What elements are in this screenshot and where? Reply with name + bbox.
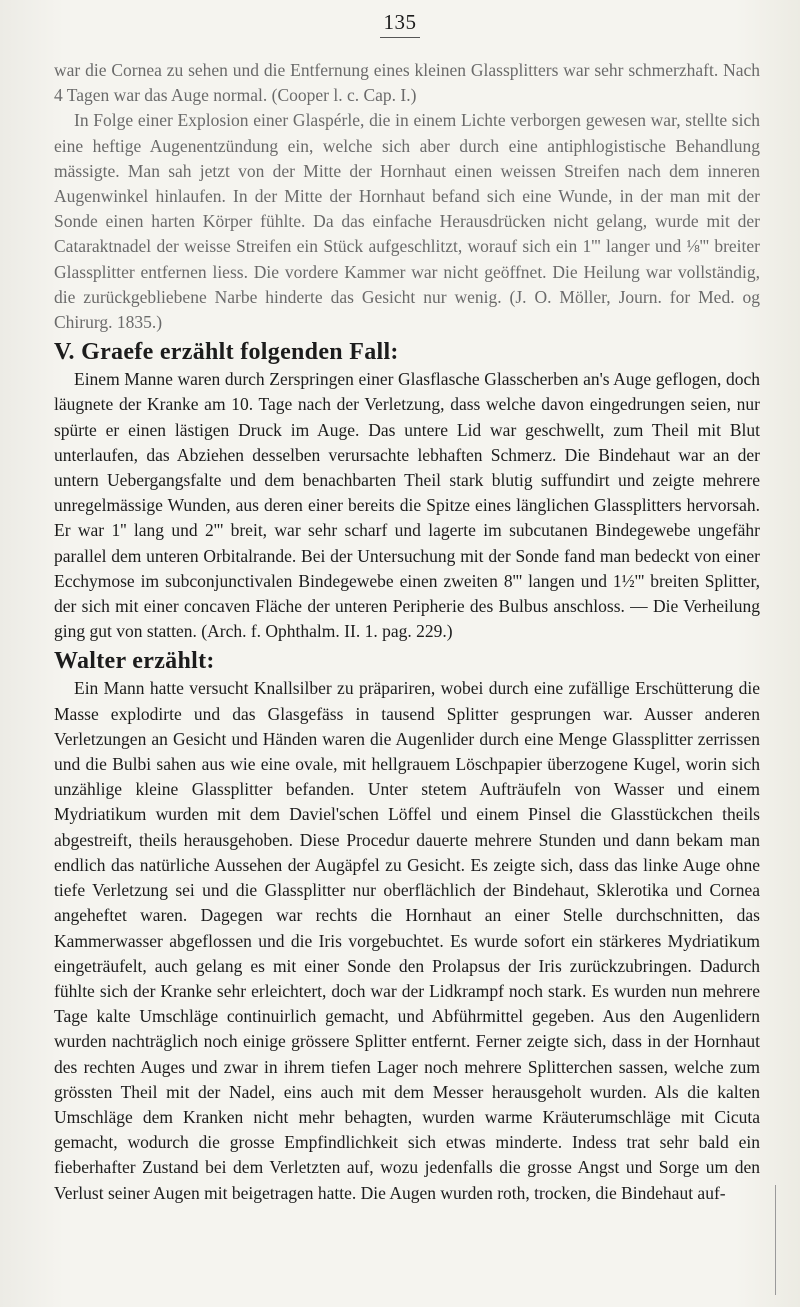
paragraph-moeller-case: In Folge einer Explosion einer Glaspérle, die in einem Lichte verborgen gewesen war, stellte sich eine heftige Augenentzündung ein, welche sich aber durch eine antiphlogistische Behandlung mässigte. Man sah jetzt von der Mitte der Hornhaut einen weissen Streifen nach dem inneren Augenwinkel hinlaufen. In der Mitte der Hornhaut befand sich eine Wunde, in der man mit der Sonde einen harten Körper fühlte. Da das einfache Herausdrücken nicht gelang, wurde mit der Cataraktnadel der weisse Streifen ein Stück aufgeschlitzt, worauf sich ein 1''' langer und ⅛''' breiter Glassplitter entfernen liess. Die vordere Kammer war nicht geöffnet. Die Heilung war vollständig, die zurückgebliebene Narbe hinderte das Gesicht nur wenig. (J. O. Möller, Journ. for Med. og Chirurg. 1835.) xyxy=(54,110,760,333)
body-text xyxy=(54,58,760,1206)
paragraph-cooper-end: war die Cornea zu sehen und die Entfernung eines kleinen Glassplitters war sehr schmerzhaft. Nach 4 Tagen war das Auge normal. (Cooper l. c. Cap. I.) xyxy=(54,60,760,106)
page-edge-shadow xyxy=(775,1185,776,1295)
page-number: 135 xyxy=(0,10,800,38)
paragraph-walter-case: Ein Mann hatte versucht Knallsilber zu präpariren, wobei durch eine zufällige Erschütterung die Masse explodirte und das Glasgefäss in tausend Splitter gesprungen war. Ausser anderen Verletzungen an Gesicht und Händen waren die Augenlider durch eine Menge Glassplitter zerrissen und die Bulbi sahen aus wie eine ovale, mit hellgrauem Löschpapier überzogene Kugel, worin sich unzählige kleine Glassplitter befanden. Unter stetem Aufträufeln von Wasser und einem Mydriatikum wurden mit dem Daviel'schen Löffel und einem Pinsel die Glasstückchen theils abgestreift, theils herausgehoben. Diese Procedur dauerte mehrere Stunden und dann bekam man endlich das natürliche Aussehen der Augäpfel zu Gesicht. Es zeigte sich, dass das linke Auge ohne tiefe Verletzung sei und die Glassplitter nur oberflächlich der Bindehaut, Sklerotika und Cornea angeheftet waren. Dagegen war rechts die Hornhaut an einer Stelle durchschnitten, das Kammerwasser abgeflossen und die Iris vorgebuchtet. Es wurde sofort ein stärkeres Mydriatikum eingeträufelt, auch gelang es mit einer Sonde den Prolapsus der Iris zurückzubringen. Dadurch fühlte sich der Kranke sehr erleichtert, doch war der Lidkrampf noch stark. Es wurden nun mehrere Tage kalte Umschläge continuirlich gemacht, und Abführmittel gegeben. Aus den Augenlidern wurden nachträglich noch einige grössere Splitter entfernt. Ferner zeigte sich, dass in der Hornhaut des rechten Auges und zwar in ihrem tiefen Lager noch mehrere Splitterchen sassen, welche zum grössten Theil mit der Nadel, eins auch mit dem Messer herausgeholt wurden. Als die kalten Umschläge dem Kranken nicht mehr behagten, wurden warme Kräuterumschläge mit Cicuta gemacht, wodurch die grosse Empfindlichkeit sich etwas minderte. Indess trat sehr bald ein fieberhafter Zustand bei dem Verletzten auf, wozu jedenfalls die grosse Angst und Sorge um den Verlust seiner Augen mit beigetragen hatte. Die Augen wurden roth, trocken, die Bindehaut auf- xyxy=(54,678,760,1203)
heading-graefe: V. Graefe erzählt folgenden Fall: xyxy=(54,339,399,366)
paragraph-graefe-case: Einem Manne waren durch Zerspringen einer Glasflasche Glasscherben an's Auge geflogen, doch läugnete der Kranke am 10. Tage nach der Verletzung, dass welche davon eingedrungen seien, nur spürte er einen lästigen Druck im Auge. Das untere Lid war geschwellt, zum Theil mit Blut unterlaufen, das Abziehen desselben verursachte lebhaften Schmerz. Die Bindehaut war an der untern Uebergangsfalte und dem benachbarten Theil stark blutig suffundirt und zeigte mehrere unregelmässige Wunden, aus deren einer bereits die Spitze eines länglichen Glassplitters hervorsah. Er war 1'' lang und 2''' breit, war sehr scharf und lagerte im subcutanen Bindegewebe ungefähr parallel dem unteren Orbitalrande. Bei der Untersuchung mit der Sonde fand man bedeckt von einer Ecchymose im subconjunctivalen Bindegewebe einen zweiten 8''' langen und 1½''' breiten Splitter, der sich mit einer concaven Fläche der unteren Peripherie des Bulbus anschloss. — Die Verheilung ging gut von statten. (Arch. f. Ophthalm. II. 1. pag. 229.) xyxy=(54,369,760,642)
heading-walter: Walter erzählt: xyxy=(54,648,215,675)
